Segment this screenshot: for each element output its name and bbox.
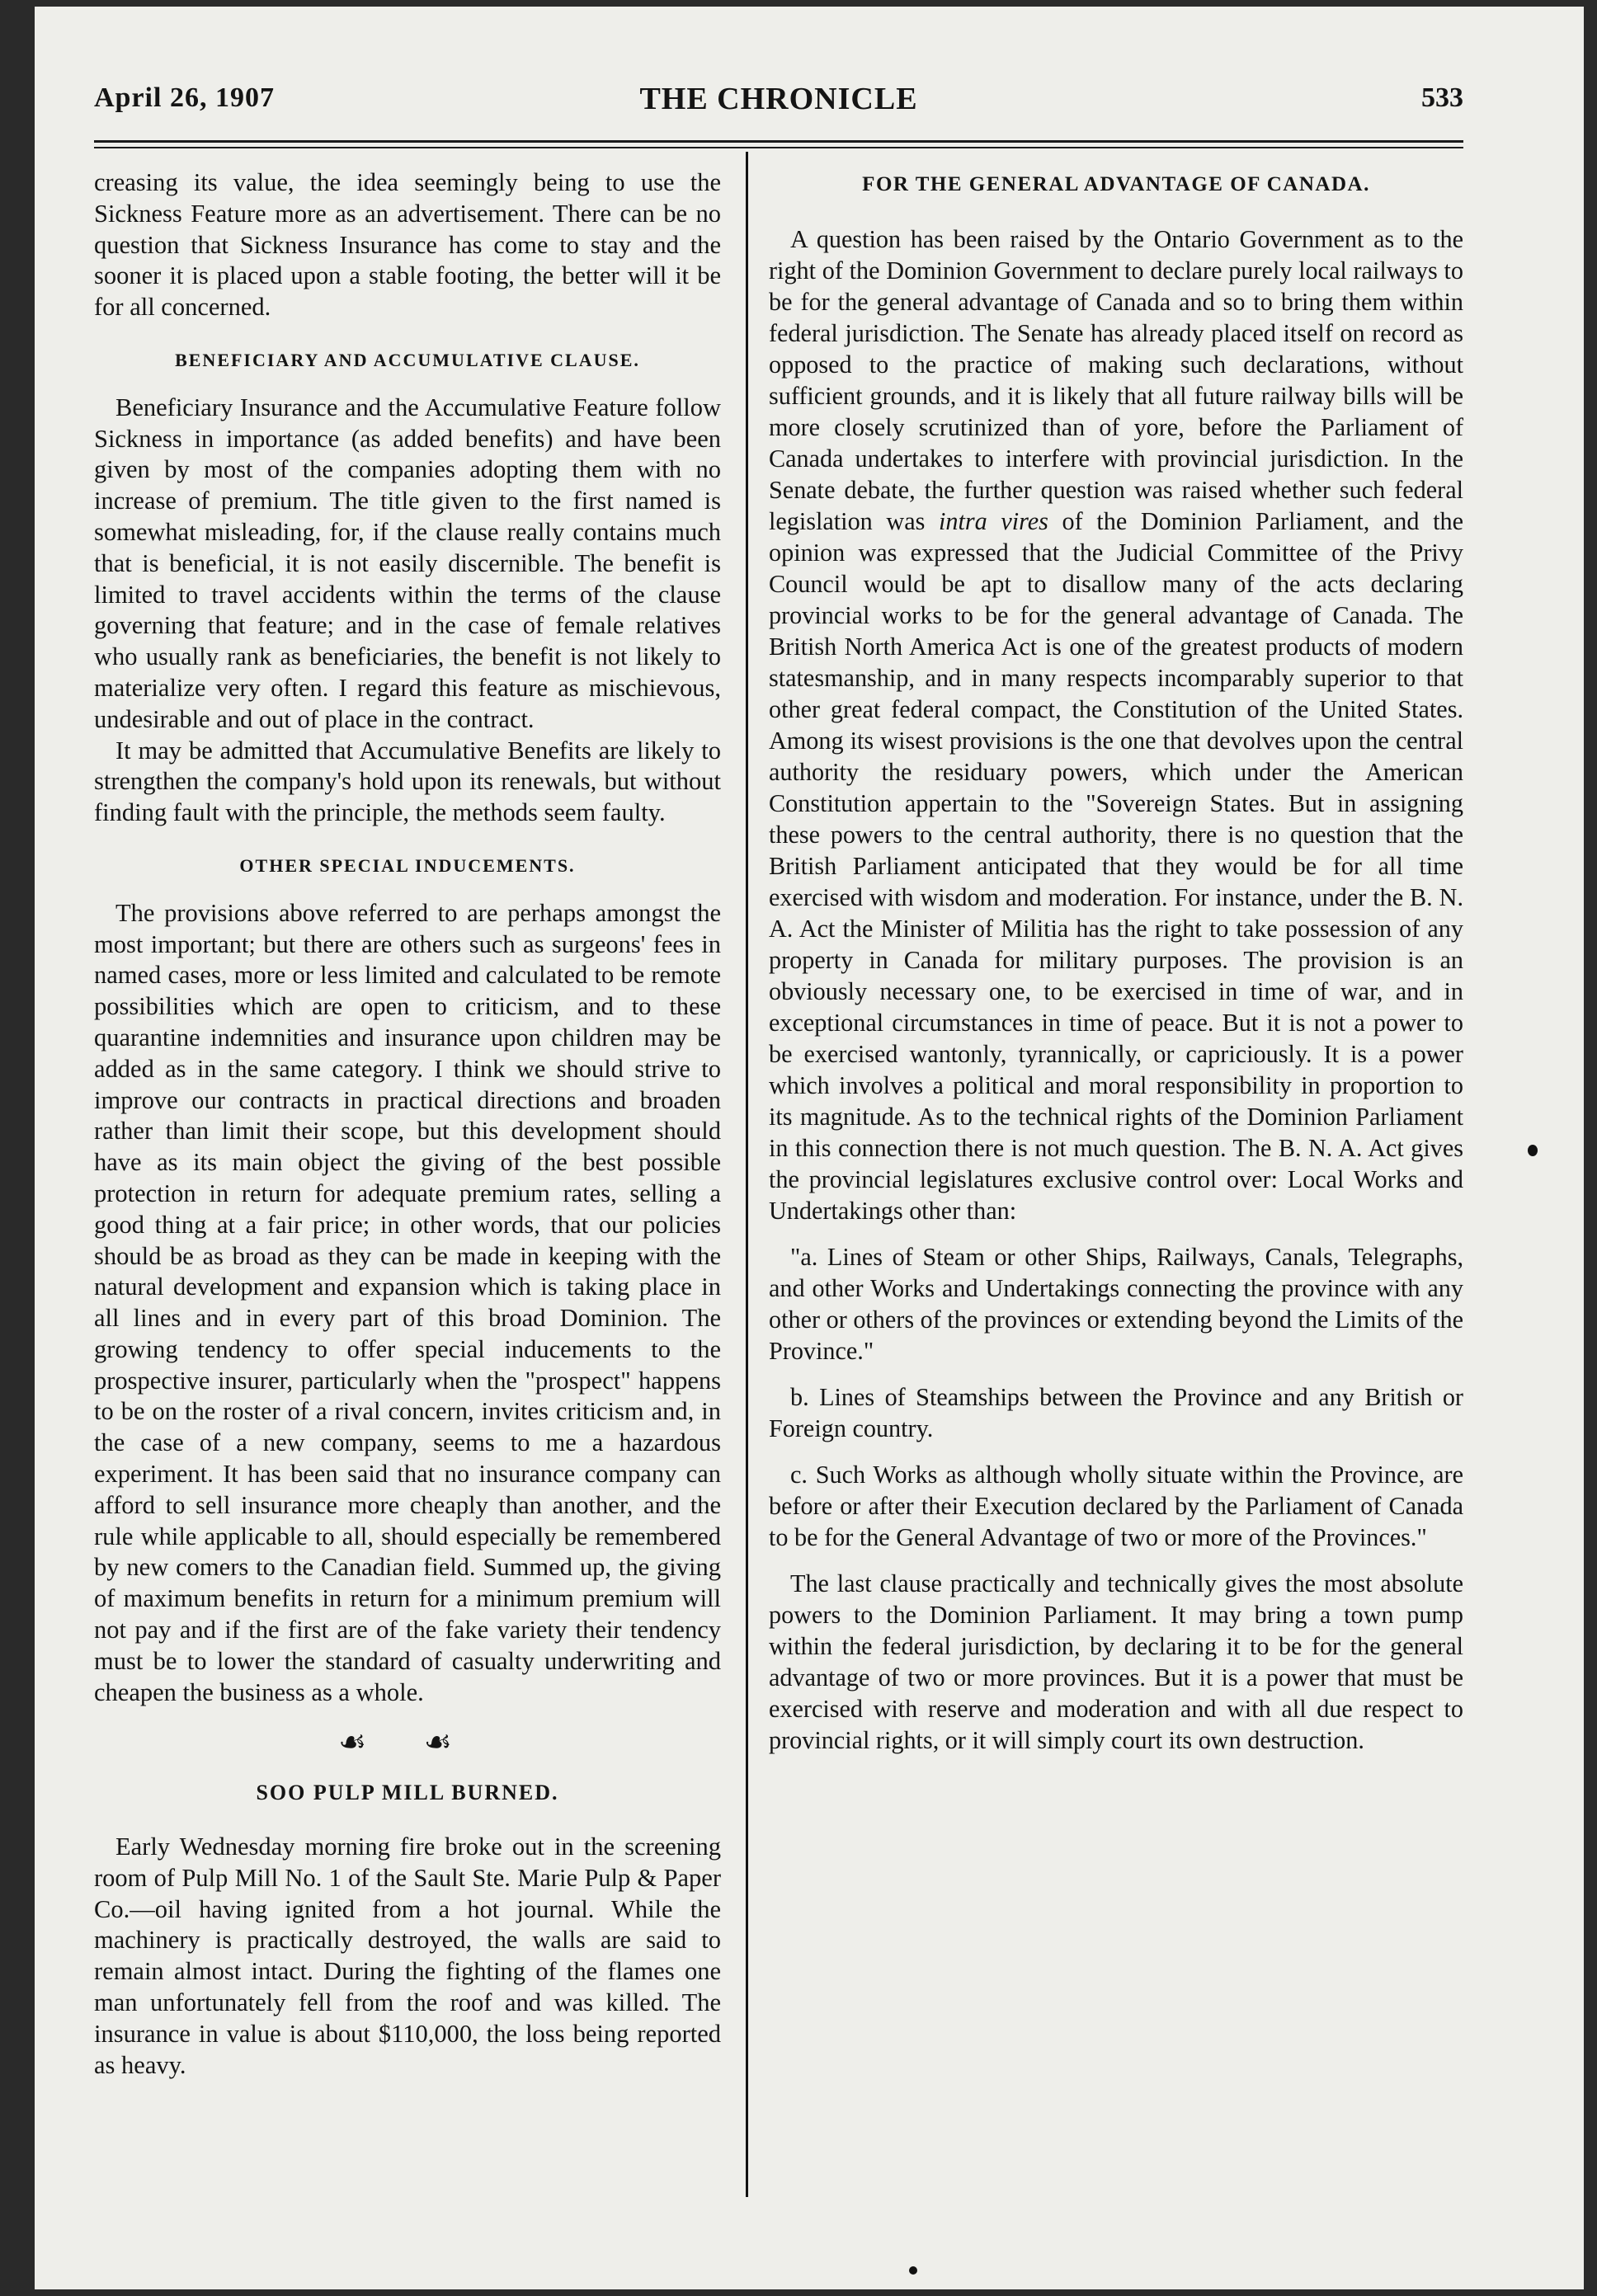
clause-b: b. Lines of Steamships between the Province and any British or Foreign country. xyxy=(769,1383,1463,1442)
header-rule xyxy=(94,140,1463,143)
general-advantage-paragraph-1 xyxy=(769,223,1463,1226)
paragraph-text-continued: of the Dominion Parliament, and the opinion was expressed that the Judicial Committee of the Privy Council would be apt to disallow many of the acts declaring provincial works to be for the general advantage of Canada. The British North America Act is one of the greatest products of modern statesmanship, and in many respects incomparably superior to that other great federal compact, the Constitution of the United States. Among its wisest provisions is the one that devolves upon the central authority the residuary powers, which under the American Constitution appertain to the "Sovereign States. But in assigning these powers to the central authority, there is no question that the British Parliament anticipated that they would be for all time exercised with wisdom and moderation. For instance, under the B. N. A. Act the Minister of Militia has the right to take possession of any property in Canada for military purposes. The provision is an obviously necessary one, to be exercised in time of war, and in exceptional circumstances in time of peace. But it is not a power to be exercised wantonly, tyrannically, or capriciously. It is a power which involves a political and moral responsibility in proportion to its magnitude. As to the technical rights of the Dominion Parliament in this connection there is not much question. The B. N. A. Act gives the provincial legislatures exclusive control over: Local Works and Undertakings other than: xyxy=(769,507,1463,1225)
section-heading-inducements: OTHER SPECIAL INDUCEMENTS. xyxy=(239,854,576,876)
intro-paragraph: creasing its value, the idea seemingly being to use the Sickness Feature more as an advertisement. There can be no question that Sickness Insurance has come to stay and the sooner it is placed upon a stable footing, the better will it be for all concerned. xyxy=(94,168,721,322)
clause-c: c. Such Works as although wholly situate within the Province, are before or after their Execution declared by the Parliament of Canada to be for the General Advantage of two or more of the Provinces." xyxy=(769,1461,1463,1551)
ornament-fleurons: ☙ ☙ xyxy=(338,1725,477,1761)
latin-phrase: intra vires xyxy=(939,507,1048,535)
column-divider xyxy=(746,152,748,2197)
beneficiary-paragraph-1: Beneficiary Insurance and the Accumulative Feature follow Sickness in importance (as added benefits) and have been given by most of the companies adopting them with no increase of premium. The title given to the first named is somewhat misleading, for, if the clause really contains much that is beneficial, it is not easily discernible. The benefit is limited to travel accidents within the terms of the clause governing that feature; and in the case of female relatives who usually rank as beneficiaries, the benefit is not likely to materialize very often. I regard this feature as mischievous, undesirable and out of place in the contract. xyxy=(94,393,721,733)
ink-speck xyxy=(1528,1145,1538,1156)
soo-pulp-mill-paragraph: Early Wednesday morning fire broke out in the screening room of Pulp Mill No. 1 of the Sault Ste. Marie Pulp & Paper Co.—oil having ignited from a hot journal. While the machinery is practically destroyed, the walls are said to remain almost intact. During the fighting of the flames one man unfortunately fell from the roof and was killed. The insurance in value is about $110,000, the loss being reported as heavy. xyxy=(94,1833,721,2079)
publication-title: THE CHRONICLE xyxy=(639,82,918,116)
left-column xyxy=(94,167,721,2081)
newspaper-page xyxy=(35,7,1584,2289)
final-paragraph: The last clause practically and technically gives the most absolute powers to the Dominion Parliament. It may bring a town pump within the federal jurisdiction, by declaring it to be for the general advantage of two or more provinces. But it is a power that must be exercised with reserve and moderation and with all due respect to provincial rights, or it will simply court its own destruction. xyxy=(769,1569,1463,1754)
ink-speck-bottom xyxy=(909,2266,917,2275)
header-rule-secondary xyxy=(94,147,1463,148)
right-column xyxy=(769,167,1463,1756)
section-heading-beneficiary: BENEFICIARY AND ACCUMULATIVE CLAUSE. xyxy=(175,349,640,370)
beneficiary-paragraph-2: It may be admitted that Accumulative Benefits are likely to strengthen the company's hold upon its renewals, but without finding fault with the principle, the methods seem faulty. xyxy=(94,736,721,827)
page-number: 533 xyxy=(1421,82,1463,113)
paragraph-text: A question has been raised by the Ontario Government as to the right of the Dominion Government to declare purely local railways to be for the general advantage of Canada and so to bring them within federal jurisdiction. The Senate has already placed itself on record as opposed to the practice of making such declarations, without sufficient grounds, and it is likely that all future railway bills will be more closely scrutinized than of yore, before the Parliament of Canada undertakes to interfere with provincial jurisdiction. In the Senate debate, the further question was raised whether such federal legislation was xyxy=(769,225,1463,535)
page-header xyxy=(94,79,1463,129)
article-heading-general-advantage: FOR THE GENERAL ADVANTAGE OF CANADA. xyxy=(862,173,1370,195)
clause-a: "a. Lines of Steam or other Ships, Railways, Canals, Telegraphs, and other Works and Undertakings connecting the province with any other or others of the provinces or extending beyond the Limits of the Province." xyxy=(769,1243,1463,1365)
issue-date: April 26, 1907 xyxy=(94,82,275,113)
article-heading-soo-pulp-mill: SOO PULP MILL BURNED. xyxy=(256,1781,559,1805)
inducements-paragraph: The provisions above referred to are perhaps amongst the most important; but there are others such as surgeons' fees in named cases, more or less limited and calculated to be remote possibilities which are open to criticism, and to these quarantine indemnities and insurance upon children may be added as in the same category. I think we should strive to improve our contracts in practical directions and broaden rather than limit their scope, but this development should have as its main object the giving of the best possible protection in return for adequate premium rates, selling a good thing at a fair price; in other words, that our policies should be as broad as they can be made in keeping with the natural development and expansion which is taking place in all lines and in every part of this broad Dominion. The growing tendency to offer special inducements to the prospective insurer, particularly when the "prospect" happens to be on the roster of a rival concern, invites criticism and, in the case of a new company, seems to me a hazardous experiment. It has been said that no insurance company can afford to sell insurance more cheaply than another, and the rule while applicable to all, should especially be remembered by new comers to the Canadian field. Summed up, the giving of maximum benefits in return for a minimum premium will not pay and if the first are of the fake variety their tendency must be to lower the standard of casualty underwriting and cheapen the business as a whole. xyxy=(94,898,721,1706)
